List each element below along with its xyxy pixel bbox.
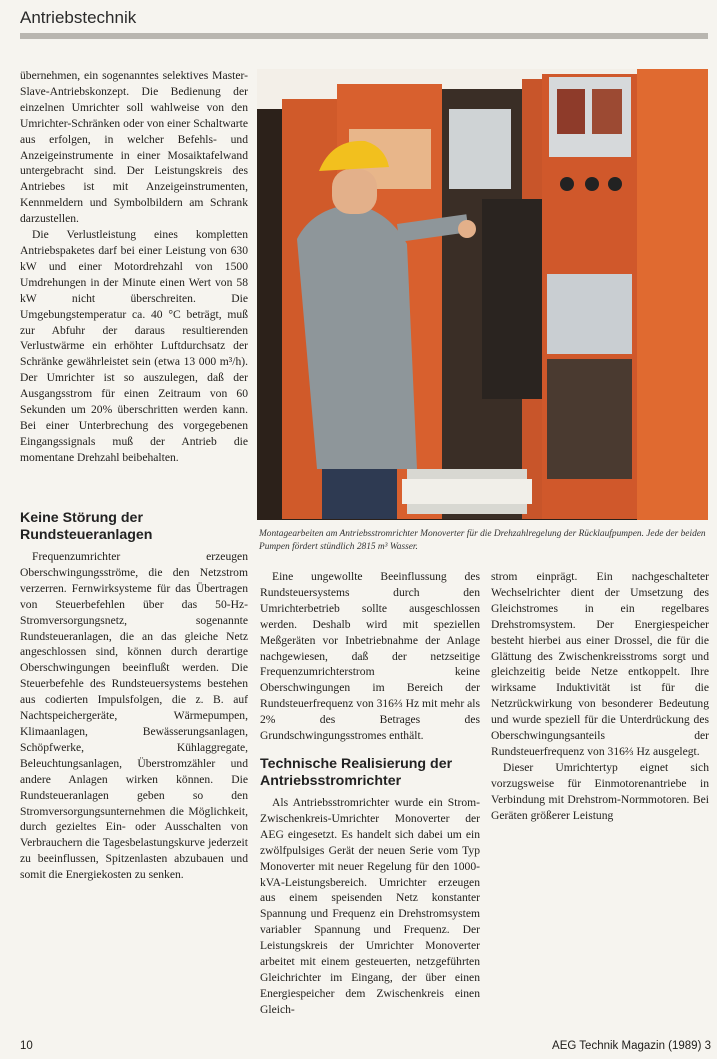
section-heading: Keine Störung der Rundsteueranlagen bbox=[20, 510, 153, 543]
photo-monoverter-assembly bbox=[257, 69, 708, 520]
section-heading: Technische Realisierung der Antriebsstromrichter bbox=[260, 756, 453, 789]
paragraph: übernehmen, ein sogenanntes selektives Master-Slave-Antriebskonzept. Die Bedienung der einzelnen Umrichter soll wahlweise von den Umrichter-Schränken oder von einer Schaltwarte aus erfolgen, in welcher Befehls- und Anzeigeinstrumente in einer Mosaiktafelwand untergebracht sind. Der Leistungskreis des Antriebes ist mit Anzeigeinstrumenten, Kennmeldern und Symbolbildern am Schrank darzustellen. bbox=[20, 69, 248, 226]
paragraph: Die Verlustleistung eines kompletten Antriebspaketes darf bei einer Leistung von 630 kW und einer Motordrehzahl von 1500 Umdrehungen in der Minute einen Wert von 58 kW nicht überschreiten. Die Umgebungstemperatur ca. 40 °C beträgt, muß zur Abfuhr der daraus resultierenden Verlustwärme ein erhöhter Luftdurchsatz der Schränke gewährleistet sein (etwa 13 000 m³/h). Der Umrichter ist so auszulegen, daß der Ausgangsstrom für einen Zeitraum von 60 Sekunden um 20% überschritten werden kann. Bei einer Unterbrechung des vorgegebenen Eingangssignals muß der Antrieb die momentane Drehzahl beibehalten. bbox=[20, 228, 248, 464]
page-number: 10 bbox=[20, 1040, 33, 1052]
paragraph: Frequenzumrichter erzeugen Oberschwingungsströme, die den Netzstrom verzerren. Fernwirksysteme für das Übertragen von Steuerbefehlen über das 50-Hz-Stromversorgungsnetz, sogenannte Rundsteueranlagen, die an das gleiche Netz angeschlossen sind, können durch derartige Oberschwingungen beeinflußt werden. Die Steuerbefehle des Rundsteuersystems bestehen aus codierten Impulsfolgen, die z. B. auf Nachtspeichergeräte, Wärmepumpen, Klimaanlagen, Bewässerungsanlagen, Schöpfwerke, Kühlaggregate, Beleuchtungsanlagen, Überstromzähler und andere Anlagen wirken können. Die Rundsteueranlagen geben so den Stromversorgungsunternehmen die Möglichkeit, durch gezieltes Ein- oder Ausschalten von Verbrauchern die Tagesbelastungskurve jederzeit zu beeinflussen, Spitzenlasten abzubauen und somit die Energiekosten zu senken. bbox=[20, 550, 248, 882]
section-technik bbox=[260, 756, 480, 1018]
paragraph: Eine ungewollte Beeinflussung des Rundsteuersystems durch den Umrichterbetrieb sollte ausgeschlossen werden. Deshalb wird mit speziellen Meßgeräten vor Inbetriebnahme der Anlage nachgewiesen, daß der netzseitige Frequenzumrichterstrom keine Oberschwingungen im Bereich der Rundsteuerfrequenz von 316⅔ Hz mit mehr als 2% des Betrages des Grundschwingungsstromes enthält. bbox=[260, 570, 480, 743]
header-rule bbox=[20, 33, 708, 39]
publication-footer: AEG Technik Magazin (1989) 3 bbox=[552, 1040, 711, 1052]
section-rundsteuer bbox=[20, 510, 250, 883]
paragraph: Dieser Umrichtertyp eignet sich vorzugsweise für Einmotorenantriebe in Verbindung mit Drehstrom-Normmotoren. Bei Geräten größerer Leistung bbox=[491, 760, 709, 822]
paragraph: strom einprägt. Ein nachgeschalteter Wechselrichter dient der Umsetzung des Gleichstromes in ein regelbares Drehstromsystem. Der Energiespeicher besteht hierbei aus einer Drossel, die für die Glättung des Zwischenkreisstroms sorgt und gleichzeitig beide Netze entkoppelt. Ihre wirksame Induktivität ist für die Netzrückwirkung von besonderer Bedeutung und wurde speziell für die Unterdrückung des Oberschwingungsanteils der Rundsteuerfrequenz von 316⅔ Hz ausgelegt. bbox=[491, 570, 709, 758]
illustration bbox=[257, 69, 708, 520]
text-column-1 bbox=[20, 68, 248, 466]
text-column-2 bbox=[260, 569, 480, 744]
figure-caption: Montagearbeiten am Antriebsstromrichter Monoverter für die Drehzahlregelung der Rücklaufpumpen. Jede der beiden Pumpen fördert stündlich 2815 m³ Wasser. bbox=[259, 529, 706, 552]
section-header-title: Antriebstechnik bbox=[20, 8, 137, 27]
paragraph: Als Antriebsstromrichter wurde ein Strom-Zwischenkreis-Umrichter Monoverter der AEG eingesetzt. Es handelt sich dabei um ein zwölfpulsiges Gerät der neuen Serie vom Typ Monoverter mit neuer Regelung für den 1000-kVA-Leistungsbereich. Umrichter erzeugen aus einem speisenden Netz konstanter Spannung und Frequenz ein Drehstromsystem variabler Spannung und Frequenz. Der Leistungskreis der Umrichter Monoverter arbeitet mit einem gesteuerten, netzgeführten Gleichrichter im Eingang, der über einen Energiespeicher dem Zwischenkreis einen Gleich- bbox=[260, 796, 480, 1016]
text-column-3 bbox=[491, 569, 709, 824]
